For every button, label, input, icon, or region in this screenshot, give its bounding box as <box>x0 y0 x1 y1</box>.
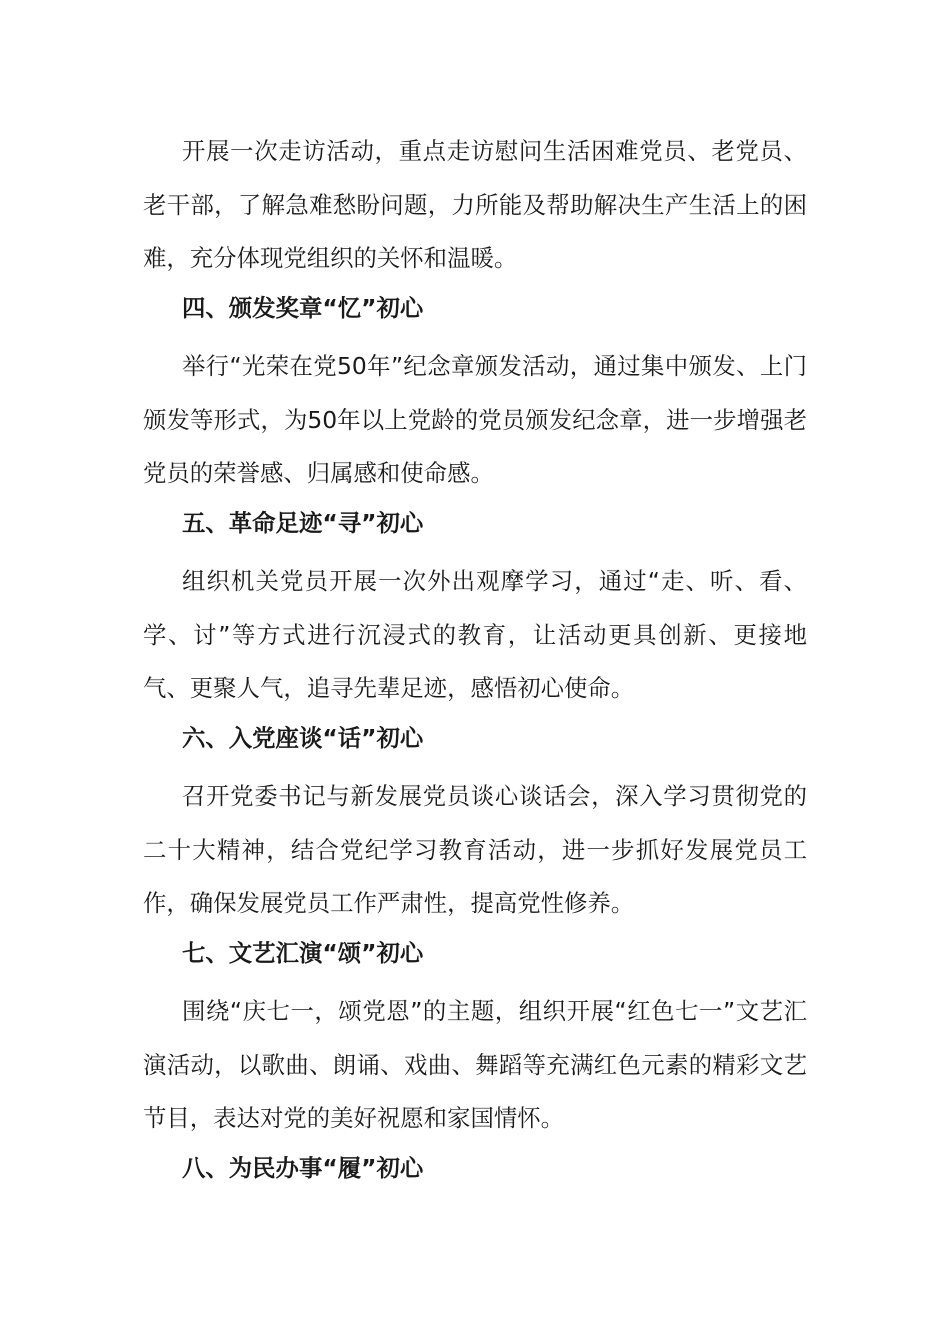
paragraph-talk-meeting: 召开党委书记与新发展党员谈心谈话会，深入学习贯彻党的二十大精神，结合党纪学习教育活动，进一步抓好发展党员工作，确保发展党员工作严肃性，提高党性修养。 <box>143 782 807 917</box>
paragraph-visit-activity: 开展一次走访活动，重点走访慰问生活困难党员、老党员、老干部，了解急难愁盼问题，力所能及帮助解决生产生活上的困难，充分体现党组织的关怀和温暖。 <box>143 137 807 272</box>
paragraph-medal-ceremony: 举行“光荣在党50年”纪念章颁发活动，通过集中颁发、上门颁发等形式，为50年以上党龄的党员颁发纪念章，进一步增强老党员的荣誉感、归属感和使命感。 <box>143 352 807 487</box>
paragraph-field-study: 组织机关党员开展一次外出观摩学习，通过“走、听、看、学、讨”等方式进行沉浸式的教育，让活动更具创新、更接地气、更聚人气，追寻先辈足迹，感悟初心使命。 <box>143 567 807 702</box>
paragraph-art-performance: 围绕“庆七一，颂党恩”的主题，组织开展“红色七一”文艺汇演活动，以歌曲、朗诵、戏曲、舞蹈等充满红色元素的精彩文艺节目，表达对党的美好祝愿和家国情怀。 <box>143 997 807 1132</box>
heading-section-6: 六、入党座谈“话”初心 <box>182 724 424 752</box>
heading-section-4: 四、颁发奖章“忆”初心 <box>182 294 424 322</box>
heading-section-7: 七、文艺汇演“颂”初心 <box>182 939 424 967</box>
heading-section-8: 八、为民办事“履”初心 <box>182 1154 424 1182</box>
heading-section-5: 五、革命足迹“寻”初心 <box>182 509 424 537</box>
